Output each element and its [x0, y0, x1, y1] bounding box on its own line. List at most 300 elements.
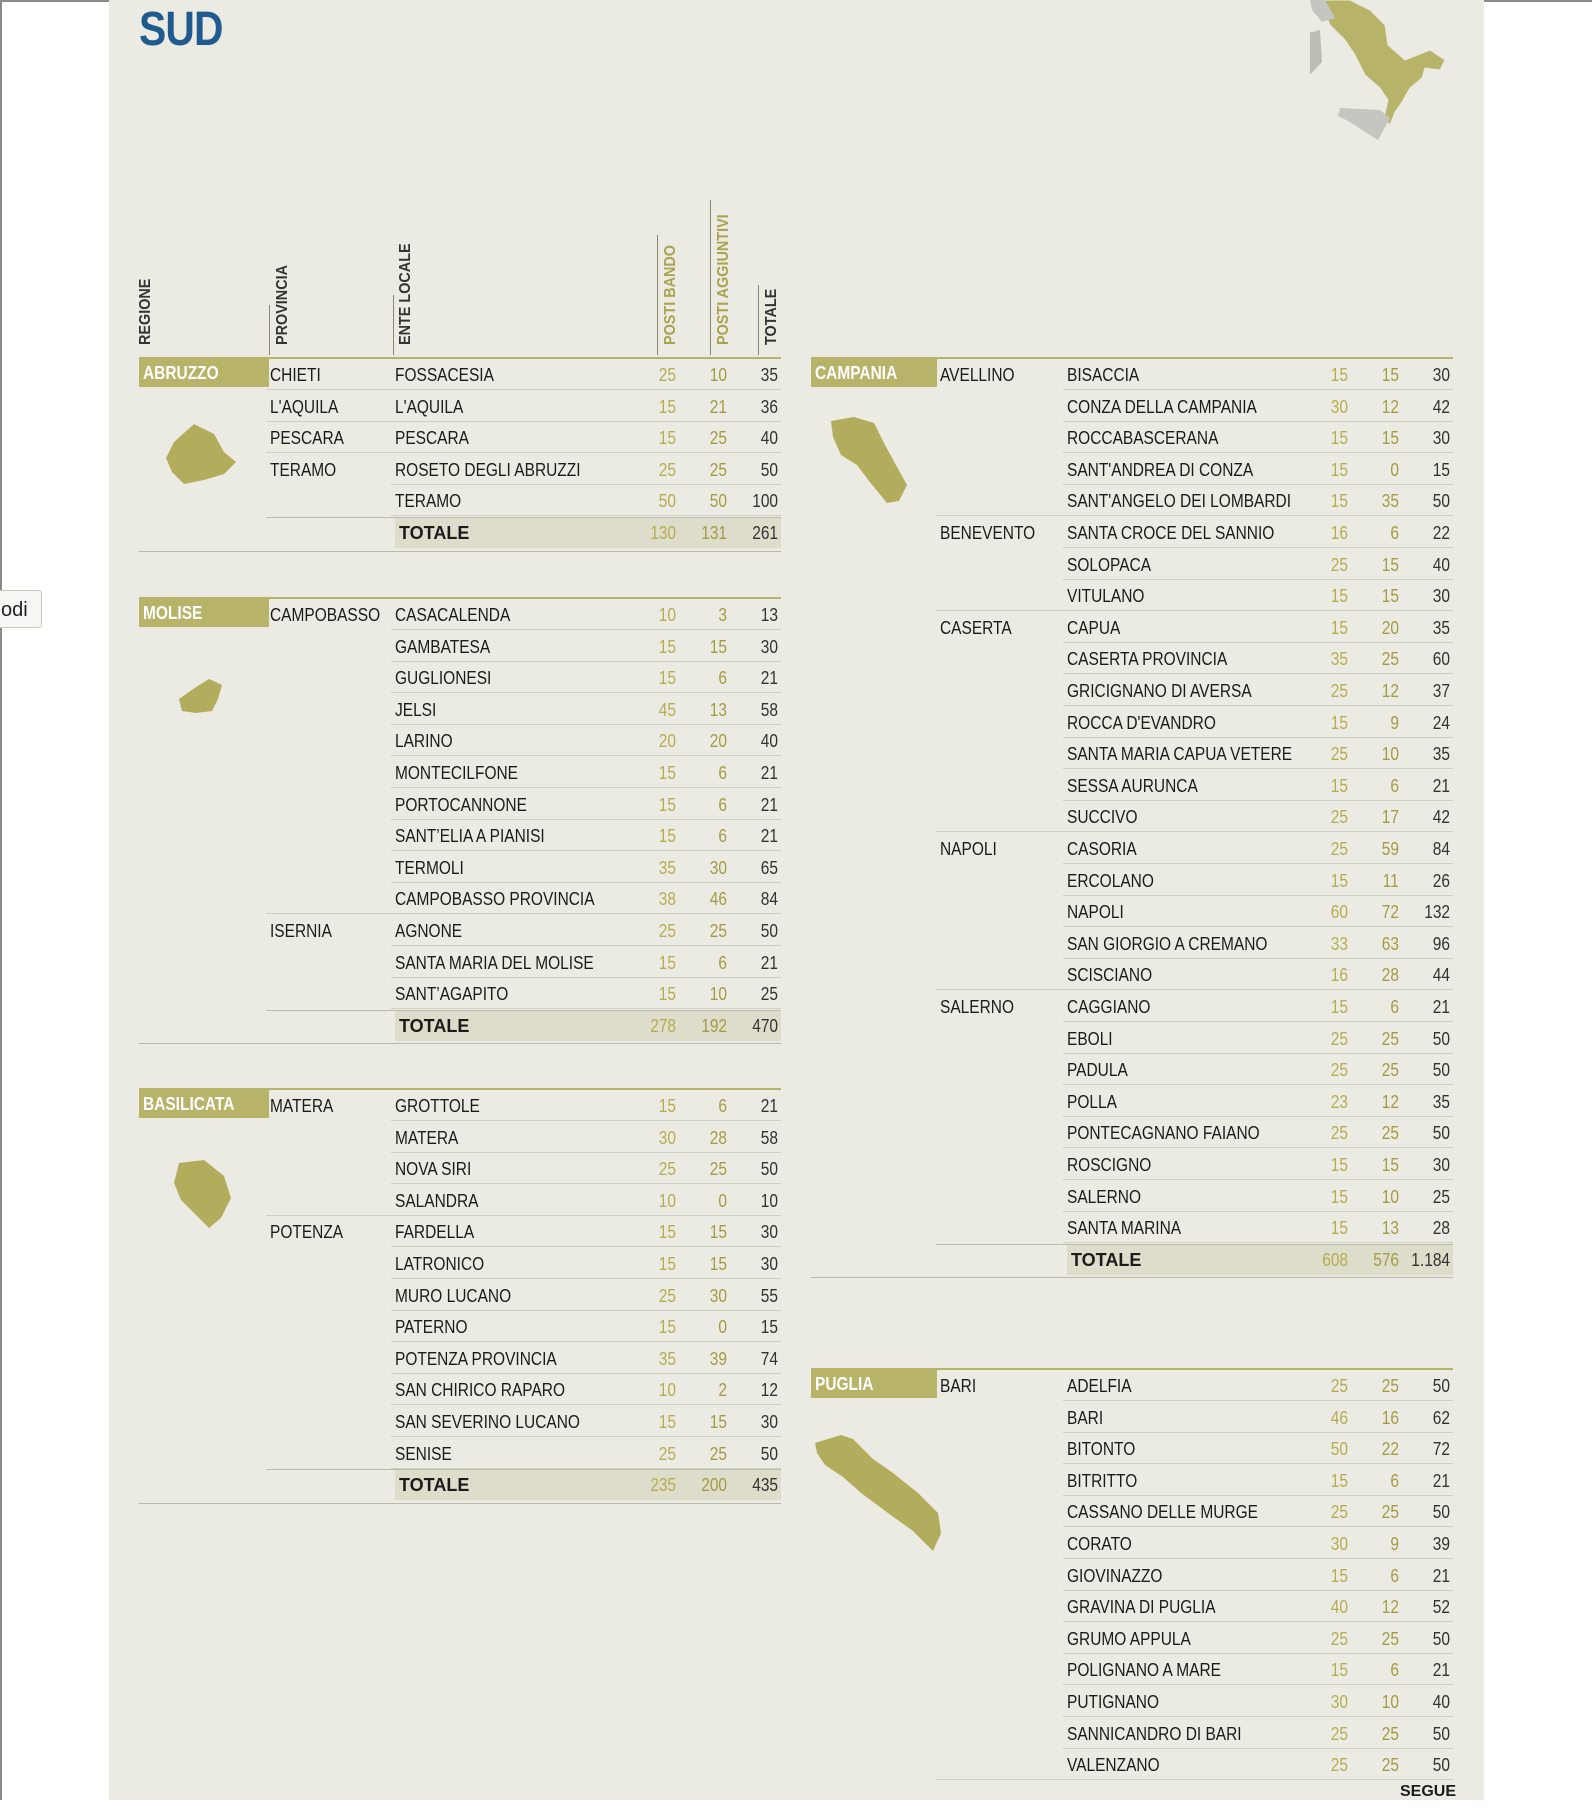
total-posti-bando-value: 130 [650, 523, 676, 543]
table-row [0, 1280, 1592, 1311]
section-bottom-rule [811, 1277, 1453, 1278]
posti-bando-cell [1308, 1187, 1348, 1208]
posti-aggiuntivi-cell [1359, 1123, 1399, 1144]
page-title: SUD [139, 3, 223, 56]
posti-aggiuntivi-cell-value: 25 [1381, 1628, 1399, 1649]
header-divider-provincia [269, 305, 270, 355]
total-top-rule [936, 1244, 1453, 1245]
table-row [0, 549, 1592, 580]
ente-name: PESCARA [395, 428, 469, 449]
totale-cell-value: 30 [760, 1254, 778, 1274]
ente-name: ROCCA D'EVANDRO [1067, 712, 1216, 733]
posti-bando-cell [1308, 1408, 1348, 1429]
posti-aggiuntivi-cell [687, 1286, 727, 1307]
table-row [0, 1433, 1592, 1464]
totale-cell-value: 28 [1432, 1218, 1450, 1239]
posti-bando-cell-value: 10 [658, 1380, 676, 1401]
ente-cell [1067, 1155, 1165, 1176]
totale-cell-value: 13 [760, 605, 778, 625]
ente-name: SAN SEVERINO LUCANO [395, 1412, 580, 1432]
ente-name: SALANDRA [395, 1190, 479, 1211]
ente-name: CASERTA PROVINCIA [1067, 649, 1228, 670]
ente-cell [1067, 1439, 1146, 1460]
posti-aggiuntivi-cell-value: 28 [709, 1127, 727, 1148]
posti-bando-cell [1308, 902, 1348, 923]
totale-cell-value: 40 [1432, 554, 1450, 575]
ente-cell [395, 1286, 530, 1307]
posti-aggiuntivi-cell [1359, 1660, 1399, 1681]
totale-cell-value: 35 [760, 365, 778, 385]
ente-name: CORATO [1067, 1534, 1132, 1554]
totale-cell [1410, 807, 1450, 828]
total-totale-value: 435 [752, 1475, 778, 1496]
posti-aggiuntivi-cell-value: 3 [718, 605, 727, 625]
totale-cell-value: 74 [760, 1348, 778, 1369]
ente-cell [1067, 1029, 1120, 1050]
ente-name: PUTIGNANO [1067, 1692, 1160, 1712]
totale-cell-value: 12 [760, 1380, 778, 1401]
ente-cell [395, 1317, 479, 1338]
posti-bando-cell-value: 25 [1330, 1628, 1348, 1649]
totale-cell-value: 50 [1432, 1628, 1450, 1649]
posti-aggiuntivi-cell-value: 50 [709, 491, 727, 512]
ente-cell [1067, 365, 1151, 386]
ente-cell [1067, 618, 1129, 639]
totale-cell-value: 55 [760, 1285, 778, 1306]
totale-cell-value: 30 [760, 1222, 778, 1243]
posti-aggiuntivi-cell-value: 6 [718, 826, 727, 847]
ente-name: CONZA DELLA CAMPANIA [1067, 396, 1257, 417]
totale-cell-value: 15 [1432, 459, 1450, 480]
posti-aggiuntivi-cell-value: 2 [718, 1380, 727, 1401]
totale-cell-value: 21 [760, 826, 778, 847]
provincia-name: CHIETI [270, 365, 321, 385]
posti-aggiuntivi-cell [1359, 744, 1399, 765]
posti-aggiuntivi-cell-value: 20 [1381, 617, 1399, 638]
posti-aggiuntivi-cell-value: 17 [1381, 807, 1399, 828]
posti-aggiuntivi-cell-value: 35 [1381, 491, 1399, 512]
totale-cell [1410, 1755, 1450, 1776]
posti-bando-cell-value: 25 [658, 365, 676, 385]
posti-bando-cell-value: 15 [1330, 586, 1348, 607]
totale-cell-value: 50 [1432, 1060, 1450, 1081]
ente-cell [1067, 902, 1133, 923]
ente-cell [1067, 871, 1168, 892]
ente-cell [1067, 1187, 1153, 1208]
posti-aggiuntivi-cell-value: 13 [709, 699, 727, 720]
totale-cell-value: 65 [760, 857, 778, 878]
posti-bando-cell-value: 25 [1330, 1723, 1348, 1744]
posti-aggiuntivi-cell-value: 15 [1381, 1155, 1399, 1175]
totale-cell [1410, 1092, 1450, 1113]
totale-cell-value: 22 [1432, 523, 1450, 543]
ente-name: ROSETO DEGLI ABRUZZI [395, 459, 581, 480]
posti-bando-cell-value: 15 [1330, 459, 1348, 480]
ente-name: SANT’AGAPITO [395, 984, 509, 1005]
posti-aggiuntivi-cell-value: 6 [1390, 997, 1399, 1017]
table-row [0, 517, 1592, 548]
totale-cell-value: 30 [760, 1412, 778, 1432]
totale-cell-value: 50 [1432, 1028, 1450, 1049]
posti-bando-cell [1308, 1534, 1348, 1555]
totale-cell-value: 35 [1432, 617, 1450, 638]
posti-aggiuntivi-cell [1359, 1439, 1399, 1460]
ente-name: CASSANO DELLE MURGE [1067, 1502, 1258, 1523]
totale-cell-value: 21 [760, 668, 778, 689]
posti-aggiuntivi-cell-value: 6 [1390, 1470, 1399, 1491]
ente-name: SANNICANDRO DI BARI [1067, 1723, 1242, 1744]
table-row [0, 928, 1592, 959]
ente-cell [1067, 1060, 1138, 1081]
provincia-name: NAPOLI [940, 839, 997, 859]
total-posti-aggiuntivi [1349, 1250, 1399, 1271]
posti-aggiuntivi-cell-value: 10 [1381, 1692, 1399, 1712]
ente-cell [1067, 681, 1282, 702]
ente-name: CASORIA [1067, 839, 1137, 859]
ente-cell [1067, 555, 1165, 576]
ente-name: NOVA SIRI [395, 1159, 472, 1180]
posti-aggiuntivi-cell-value: 30 [709, 857, 727, 878]
totale-cell [1410, 1566, 1450, 1587]
ente-name: TERMOLI [395, 857, 464, 878]
table-row [0, 1749, 1592, 1780]
ente-name: FARDELLA [395, 1222, 475, 1243]
totale-cell [1410, 1534, 1450, 1555]
total-row [0, 1244, 1592, 1275]
table-row [0, 833, 1592, 864]
posti-bando-cell [1308, 586, 1348, 607]
table-row [0, 612, 1592, 643]
header-divider-totale [758, 285, 759, 355]
posti-bando-cell-value: 23 [1330, 1091, 1348, 1112]
posti-bando-cell-value: 15 [658, 794, 676, 815]
total-posti-bando-value: 608 [1322, 1249, 1348, 1270]
totale-cell-value: 72 [1432, 1439, 1450, 1460]
ente-cell [1067, 776, 1219, 797]
ente-name: POLLA [1067, 1091, 1117, 1112]
posti-bando-cell-value: 15 [658, 1412, 676, 1432]
posti-bando-cell-value: 46 [1330, 1407, 1348, 1428]
posti-aggiuntivi-cell [1359, 618, 1399, 639]
posti-bando-cell-value: 25 [1330, 807, 1348, 828]
ente-name: SOLOPACA [1067, 554, 1152, 575]
totale-cell [1410, 491, 1450, 512]
posti-aggiuntivi-cell-value: 0 [718, 1190, 727, 1211]
table-row [0, 1465, 1592, 1496]
totale-cell-value: 35 [1432, 1091, 1450, 1112]
posti-bando-cell-value: 25 [1330, 1028, 1348, 1049]
posti-aggiuntivi-cell [1359, 397, 1399, 418]
table-row [0, 1560, 1592, 1591]
posti-bando-cell-value: 40 [1330, 1597, 1348, 1618]
ente-cell [1067, 997, 1164, 1018]
ente-cell [1067, 1755, 1175, 1776]
posti-bando-cell [1308, 428, 1348, 449]
posti-bando-cell-value: 25 [1330, 744, 1348, 765]
ente-name: BISACCIA [1067, 365, 1140, 385]
total-label: TOTALE [399, 1015, 470, 1036]
totale-cell [1410, 776, 1450, 797]
totale-cell-value: 40 [1432, 1692, 1450, 1712]
ente-cell [1067, 839, 1148, 860]
totale-cell-value: 21 [1432, 1660, 1450, 1681]
posti-aggiuntivi-cell [1359, 1471, 1399, 1492]
posti-bando-cell [1308, 871, 1348, 892]
ente-name: ADELFIA [1067, 1376, 1132, 1396]
provincia-name: BENEVENTO [940, 523, 1036, 543]
posti-bando-cell [1308, 713, 1348, 734]
ente-cell [1067, 460, 1283, 481]
posti-aggiuntivi-cell-value: 15 [1381, 586, 1399, 607]
posti-bando-cell-value: 16 [1330, 965, 1348, 986]
totale-cell-value: 52 [1432, 1597, 1450, 1618]
posti-bando-cell-value: 15 [1330, 712, 1348, 733]
totale-cell-value: 21 [760, 952, 778, 973]
posti-bando-cell [1308, 1692, 1348, 1713]
posti-aggiuntivi-cell-value: 15 [709, 1222, 727, 1243]
totale-cell [1410, 1724, 1450, 1745]
ente-name: AGNONE [395, 921, 463, 941]
posti-aggiuntivi-cell [1359, 1408, 1399, 1429]
ente-name: CASACALENDA [395, 605, 511, 625]
ente-cell [1067, 965, 1166, 986]
ente-cell [1067, 713, 1240, 734]
table-row [0, 1654, 1592, 1685]
posti-aggiuntivi-cell-value: 12 [1381, 396, 1399, 417]
posti-bando-cell-value: 15 [1330, 1565, 1348, 1586]
ente-cell [1067, 744, 1329, 765]
totale-cell-value: 40 [760, 428, 778, 449]
posti-bando-cell-value: 33 [1330, 933, 1348, 954]
totale-cell [1410, 934, 1450, 955]
posti-aggiuntivi-cell [1359, 428, 1399, 449]
posti-bando-cell-value: 45 [658, 699, 676, 720]
ente-cell [1067, 1692, 1174, 1713]
ente-name: GROTTOLE [395, 1096, 480, 1116]
totale-cell [1410, 555, 1450, 576]
posti-bando-cell [1308, 523, 1348, 544]
provincia-cell [940, 1376, 982, 1397]
table-row [0, 1402, 1592, 1433]
ente-name: ROSCIGNO [1067, 1155, 1152, 1175]
posti-aggiuntivi-cell-value: 46 [709, 889, 727, 910]
ente-cell [1067, 428, 1243, 449]
posti-aggiuntivi-cell-value: 15 [1381, 428, 1399, 449]
posti-aggiuntivi-cell-value: 28 [1381, 965, 1399, 986]
totale-cell [1410, 1692, 1450, 1713]
totale-cell-value: 44 [1432, 965, 1450, 986]
posti-bando-cell [636, 1349, 676, 1370]
totale-cell-value: 42 [1432, 807, 1450, 828]
totale-cell-value: 42 [1432, 396, 1450, 417]
posti-aggiuntivi-cell [1359, 1502, 1399, 1523]
posti-aggiuntivi-cell [1359, 681, 1399, 702]
tooltip: odi [0, 590, 42, 628]
posti-bando-cell-value: 15 [658, 763, 676, 783]
posti-bando-cell-value: 50 [1330, 1439, 1348, 1460]
ente-cell [1067, 586, 1157, 607]
ente-name: BARI [1067, 1407, 1104, 1428]
header-totale: TOTALE [763, 288, 780, 345]
posti-bando-cell-value: 15 [1330, 617, 1348, 638]
totale-cell-value: 50 [760, 921, 778, 941]
provincia-cell [940, 997, 1026, 1018]
ente-cell [1067, 1724, 1270, 1745]
total-posti-bando [1298, 1250, 1348, 1271]
posti-bando-cell [1308, 934, 1348, 955]
totale-cell [1410, 1502, 1450, 1523]
totale-cell-value: 50 [1432, 1755, 1450, 1776]
posti-bando-cell-value: 15 [658, 428, 676, 449]
posti-aggiuntivi-cell-value: 0 [1390, 459, 1399, 480]
posti-bando-cell [1308, 839, 1348, 860]
table-row [0, 1718, 1592, 1749]
table-row [0, 675, 1592, 706]
posti-aggiuntivi-cell-value: 25 [709, 1443, 727, 1464]
posti-bando-cell [1308, 965, 1348, 986]
posti-aggiuntivi-cell [1359, 1566, 1399, 1587]
posti-aggiuntivi-cell-value: 25 [1381, 1028, 1399, 1049]
posti-bando-cell-value: 38 [658, 889, 676, 910]
table-row [0, 1181, 1592, 1212]
posti-aggiuntivi-cell-value: 12 [1381, 681, 1399, 701]
totale-cell [1410, 744, 1450, 765]
ente-cell [1067, 649, 1253, 670]
ente-name: VALENZANO [1067, 1755, 1160, 1776]
ente-name: POTENZA PROVINCIA [395, 1348, 557, 1369]
provincia-name: SALERNO [940, 997, 1014, 1017]
posti-bando-cell [1308, 649, 1348, 670]
total-totale-value: 470 [752, 1015, 778, 1036]
header-posti-bando: POSTI BANDO [662, 244, 679, 345]
posti-bando-cell-value: 25 [1330, 1376, 1348, 1396]
posti-bando-cell-value: 25 [658, 1443, 676, 1464]
table-row [0, 959, 1592, 990]
posti-aggiuntivi-cell-value: 39 [709, 1348, 727, 1369]
ente-name: MONTECILFONE [395, 763, 518, 783]
ente-cell [1067, 491, 1328, 512]
posti-aggiuntivi-cell-value: 25 [1381, 1755, 1399, 1776]
ente-cell [1067, 1566, 1178, 1587]
table-row [0, 1086, 1592, 1117]
posti-bando-cell [1308, 365, 1348, 386]
posti-aggiuntivi-cell-value: 12 [1381, 1091, 1399, 1112]
posti-bando-cell-value: 35 [658, 1348, 676, 1369]
posti-aggiuntivi-cell-value: 25 [1381, 1060, 1399, 1081]
posti-aggiuntivi-cell-value: 10 [1381, 1186, 1399, 1207]
region-name: BASILICATA [143, 1094, 235, 1114]
totale-cell-value: 62 [1432, 1407, 1450, 1428]
totale-cell [738, 1317, 778, 1338]
totale-cell-value: 30 [760, 636, 778, 657]
totale-cell [1410, 649, 1450, 670]
totale-cell-value: 50 [760, 459, 778, 480]
ente-cell [1067, 1597, 1240, 1618]
posti-aggiuntivi-cell-value: 20 [709, 731, 727, 752]
posti-aggiuntivi-cell [1359, 586, 1399, 607]
posti-bando-cell-value: 25 [658, 921, 676, 941]
totale-cell [1410, 523, 1450, 544]
posti-aggiuntivi-cell-value: 6 [1390, 1565, 1399, 1586]
table-row [0, 643, 1592, 674]
totale-cell [1410, 1629, 1450, 1650]
ente-cell [1067, 1092, 1125, 1113]
ente-name: SANT’ELIA A PIANISI [395, 826, 545, 847]
ente-name: SANT'ANGELO DEI LOMBARDI [1067, 491, 1292, 512]
ente-name: GAMBATESA [395, 636, 491, 657]
posti-bando-cell [1308, 681, 1348, 702]
posti-aggiuntivi-cell-value: 13 [1381, 1218, 1399, 1239]
header-regione: REGIONE [137, 278, 154, 345]
posti-aggiuntivi-cell-value: 25 [1381, 1502, 1399, 1523]
posti-bando-cell-value: 35 [658, 857, 676, 878]
totale-cell-value: 50 [1432, 491, 1450, 512]
provincia-name: L'AQUILA [270, 396, 339, 417]
posti-aggiuntivi-cell-value: 10 [709, 984, 727, 1005]
posti-aggiuntivi-cell [1359, 555, 1399, 576]
posti-aggiuntivi-cell-value: 10 [709, 365, 727, 385]
posti-bando-cell-value: 30 [658, 1127, 676, 1148]
totale-cell [1410, 681, 1450, 702]
provincia-name: ISERNIA [270, 921, 332, 941]
total-totale-value: 1.184 [1411, 1249, 1450, 1270]
posti-bando-cell-value: 15 [1330, 1470, 1348, 1491]
totale-cell-value: 24 [1432, 712, 1450, 733]
posti-bando-cell [1308, 1123, 1348, 1144]
posti-bando-cell-value: 15 [1330, 997, 1348, 1017]
posti-aggiuntivi-cell-value: 10 [1381, 744, 1399, 765]
total-label: TOTALE [1071, 1249, 1142, 1270]
totale-cell [1410, 1123, 1450, 1144]
posti-aggiuntivi-cell-value: 6 [718, 1096, 727, 1116]
provincia-cell [940, 365, 1027, 386]
totale-cell [738, 1286, 778, 1307]
posti-aggiuntivi-cell-value: 11 [1382, 870, 1399, 891]
posti-bando-cell-value: 15 [658, 396, 676, 417]
posti-bando-cell-value: 15 [658, 826, 676, 847]
totale-cell [1410, 428, 1450, 449]
totale-cell-value: 26 [1432, 870, 1450, 891]
provincia-name: CAMPOBASSO [270, 605, 381, 625]
posti-bando-cell-value: 30 [1330, 1692, 1348, 1712]
posti-aggiuntivi-cell-value: 6 [1390, 775, 1399, 796]
posti-bando-cell [636, 1286, 676, 1307]
ente-name: JELSI [395, 699, 437, 720]
posti-aggiuntivi-cell-value: 21 [709, 396, 727, 417]
posti-aggiuntivi-cell [1359, 1534, 1399, 1555]
table-row [0, 1023, 1592, 1054]
posti-bando-cell [1308, 1566, 1348, 1587]
ente-name: GRUMO APPULA [1067, 1628, 1191, 1649]
posti-aggiuntivi-cell-value: 30 [709, 1285, 727, 1306]
ente-name: GRAVINA DI PUGLIA [1067, 1597, 1216, 1618]
posti-bando-cell-value: 25 [1330, 839, 1348, 859]
posti-aggiuntivi-cell-value: 6 [718, 952, 727, 973]
posti-aggiuntivi-cell [1359, 1155, 1399, 1176]
posti-bando-cell-value: 15 [1330, 870, 1348, 891]
totale-cell-value: 37 [1432, 681, 1450, 701]
ente-name: SAN GIORGIO A CREMANO [1067, 933, 1268, 954]
region-name: MOLISE [143, 603, 203, 623]
posti-aggiuntivi-cell [1359, 1755, 1399, 1776]
total-posti-aggiuntivi-value: 131 [701, 523, 727, 543]
posti-aggiuntivi-cell [1359, 713, 1399, 734]
ente-name: FOSSACESIA [395, 365, 494, 385]
totale-cell [1410, 965, 1450, 986]
totale-cell-value: 84 [1432, 839, 1450, 859]
posti-bando-cell [1308, 807, 1348, 828]
totale-cell-value: 25 [1432, 1186, 1450, 1207]
